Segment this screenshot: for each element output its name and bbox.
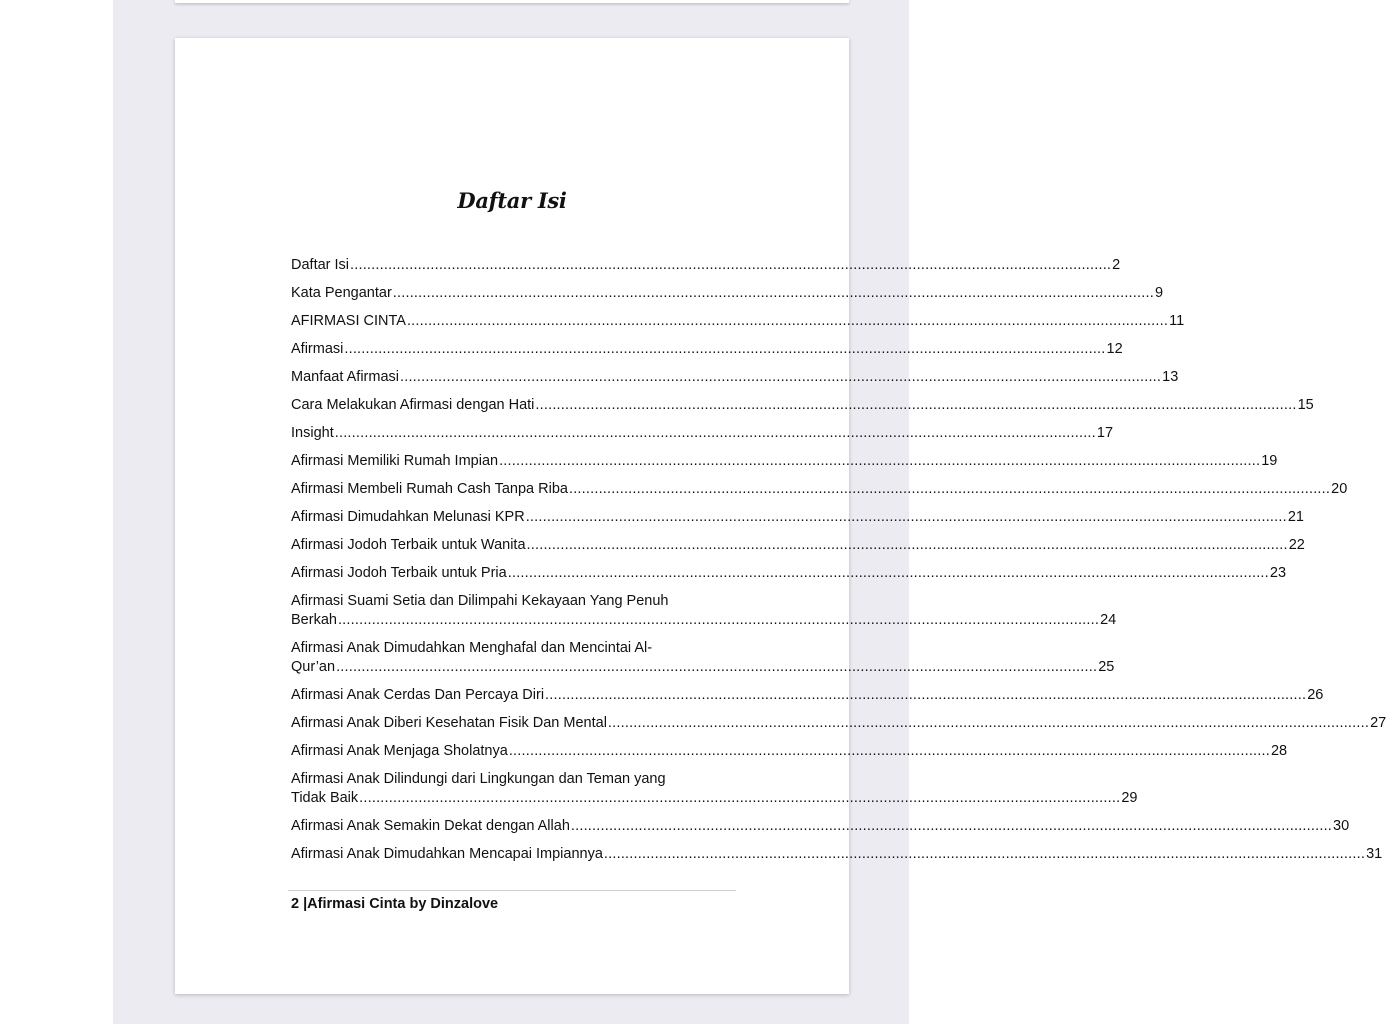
toc-leader-dots: [545, 686, 1306, 705]
toc-leader-dots: [509, 742, 1270, 761]
toc-label: Afirmasi Membeli Rumah Cash Tanpa Riba: [291, 481, 568, 497]
toc-entry[interactable]: [291, 536, 1305, 555]
toc-leader-dots: [407, 312, 1168, 331]
toc-leader-dots: [604, 845, 1365, 864]
toc-page-number: 15: [1297, 397, 1314, 413]
toc-label: Daftar Isi: [291, 257, 350, 273]
footer-divider: [288, 890, 736, 891]
toc-label: Cara Melakukan Afirmasi dengan Hati: [291, 397, 535, 413]
toc-entry[interactable]: [291, 508, 1304, 527]
toc-leader-dots: [338, 611, 1099, 630]
toc-entry[interactable]: [291, 368, 1179, 387]
toc-label: Insight: [291, 425, 334, 441]
toc-label: Afirmasi Jodoh Terbaik untuk Pria: [291, 565, 507, 581]
toc-label: Afirmasi Dimudahkan Melunasi KPR: [291, 509, 525, 525]
toc-page-number: 27: [1370, 715, 1386, 731]
toc-entry[interactable]: [291, 284, 1164, 303]
toc-label: Afirmasi Anak Menjaga Sholatnya: [291, 743, 508, 759]
toc-entry[interactable]: [291, 424, 1114, 443]
toc-entry[interactable]: [291, 845, 1383, 864]
toc-page-number: 25: [1098, 659, 1115, 675]
toc-entry[interactable]: [291, 686, 1324, 705]
toc-page-number: 9: [1154, 285, 1164, 301]
toc-leader-dots: [359, 789, 1120, 808]
toc-label: AFIRMASI CINTA: [291, 313, 406, 329]
toc-label: Tidak Baik: [291, 790, 359, 806]
toc-leader-dots: [393, 284, 1154, 303]
toc-leader-dots: [527, 536, 1288, 555]
toc-page-number: 19: [1261, 453, 1278, 469]
toc-leader-dots: [608, 714, 1369, 733]
toc-label-first-line: Afirmasi Anak Dilindungi dari Lingkungan dan Teman yang: [291, 771, 666, 787]
toc-label-first-line: Afirmasi Suami Setia dan Dilimpahi Kekayaan Yang Penuh: [291, 593, 669, 609]
toc-page-number: 31: [1366, 846, 1383, 862]
toc-entry[interactable]: [291, 639, 1115, 677]
toc-label: Afirmasi Anak Dimudahkan Mencapai Impiannya: [291, 846, 603, 862]
toc-label: Manfaat Afirmasi: [291, 369, 399, 385]
toc-label: Afirmasi Anak Cerdas Dan Percaya Diri: [291, 687, 545, 703]
toc-leader-dots: [571, 817, 1332, 836]
toc-entry[interactable]: [291, 396, 1314, 415]
toc-entry[interactable]: [291, 256, 1121, 275]
page-title: Daftar Isi: [457, 188, 567, 213]
toc-entry[interactable]: [291, 742, 1288, 761]
toc-entry[interactable]: [291, 714, 1386, 733]
toc-page-number: 13: [1162, 369, 1179, 385]
toc-leader-dots: [336, 658, 1097, 677]
toc-entry[interactable]: [291, 340, 1123, 359]
toc-page-number: 23: [1269, 565, 1287, 581]
toc-page-number: 26: [1307, 687, 1324, 703]
toc-leader-dots: [344, 340, 1105, 359]
toc-page-number: 11: [1169, 313, 1185, 329]
toc-leader-dots: [350, 256, 1111, 275]
toc-page-number: 28: [1270, 743, 1288, 759]
toc-leader-dots: [569, 480, 1330, 499]
toc-label: Qur’an: [291, 659, 336, 675]
toc-leader-dots: [508, 564, 1269, 583]
table-of-contents: [291, 256, 1386, 873]
toc-leader-dots: [400, 368, 1161, 387]
toc-page-number: 21: [1287, 509, 1304, 525]
previous-page-edge: [175, 0, 849, 3]
toc-entry[interactable]: [291, 770, 1138, 808]
toc-label-first-line: Afirmasi Anak Dimudahkan Menghafal dan Mencintai Al-: [291, 640, 653, 656]
toc-entry[interactable]: [291, 312, 1185, 331]
toc-page-number: 20: [1331, 481, 1348, 497]
page-footer: 2 |Afirmasi Cinta by Dinzalove: [291, 896, 499, 912]
toc-label: Afirmasi Anak Semakin Dekat dengan Allah: [291, 818, 570, 834]
toc-entry[interactable]: [291, 480, 1348, 499]
toc-label: Afirmasi Anak Diberi Kesehatan Fisik Dan Mental: [291, 715, 607, 731]
toc-leader-dots: [535, 396, 1296, 415]
toc-entry[interactable]: [291, 564, 1287, 583]
toc-page-number: 22: [1288, 537, 1305, 553]
toc-page-number: 24: [1100, 612, 1117, 628]
toc-page-number: 29: [1121, 790, 1138, 806]
toc-leader-dots: [499, 452, 1260, 471]
toc-label: Berkah: [291, 612, 337, 628]
toc-leader-dots: [526, 508, 1287, 527]
toc-label: Afirmasi Jodoh Terbaik untuk Wanita: [291, 537, 526, 553]
toc-label: Kata Pengantar: [291, 285, 392, 301]
toc-entry[interactable]: [291, 452, 1278, 471]
toc-leader-dots: [335, 424, 1096, 443]
toc-page-number: 17: [1096, 425, 1114, 441]
toc-page-number: 2: [1112, 257, 1121, 273]
toc-entry[interactable]: [291, 817, 1350, 836]
document-page: [175, 38, 1386, 994]
toc-page-number: 12: [1106, 341, 1123, 357]
toc-label: Afirmasi: [291, 341, 344, 357]
toc-page-number: 30: [1333, 818, 1350, 834]
toc-label: Afirmasi Memiliki Rumah Impian: [291, 453, 499, 469]
toc-entry[interactable]: [291, 592, 1117, 630]
